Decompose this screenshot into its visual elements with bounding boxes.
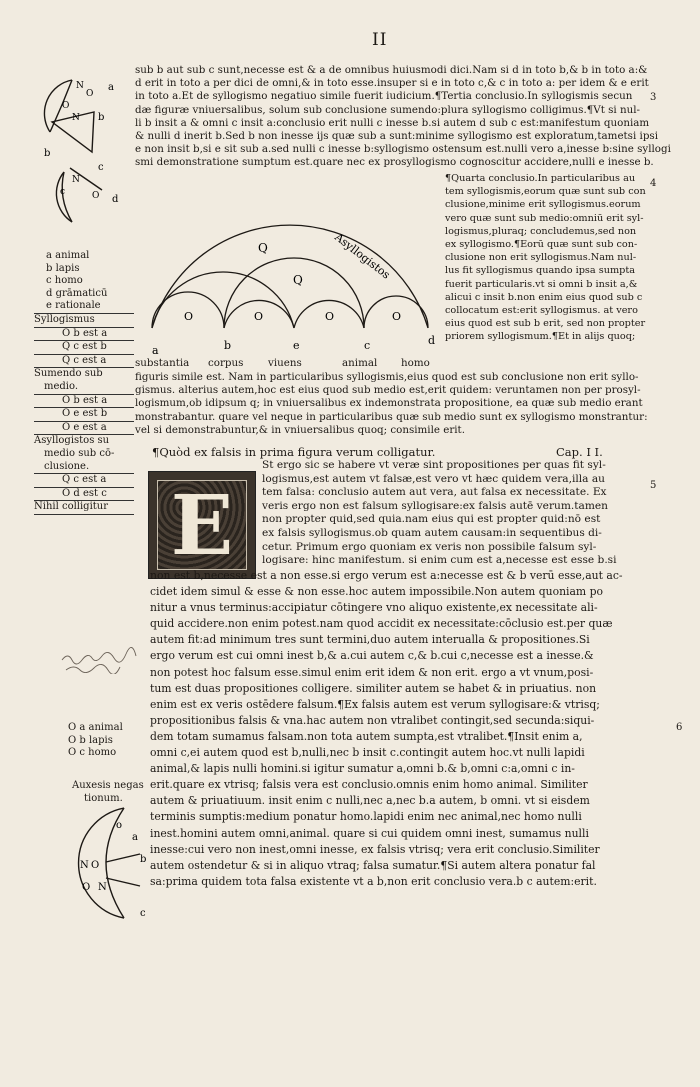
text-line: propositionibus falsis & vna.hac autem non vtralibet contingit,sed secunda:siqui- — [150, 713, 595, 727]
term-label: corpus — [208, 357, 244, 369]
text-line: clusione,minime erit syllogismus.eorum — [445, 199, 641, 211]
fig-label: b — [44, 148, 51, 159]
fig-label: N — [72, 175, 80, 185]
chapter-number: Cap. I I. — [556, 445, 603, 459]
fig-label: d — [112, 194, 119, 205]
term-line: O c homo — [68, 747, 117, 759]
term-line: a animal — [46, 250, 90, 261]
point-label: a — [152, 344, 159, 357]
term-label: homo — [401, 357, 430, 369]
proposition: Q c est b — [34, 341, 134, 355]
fig-label: o — [116, 820, 123, 831]
point-label: b — [224, 339, 232, 352]
text-line: non propter quid,sed quia.nam eius qui est propter quid:nō est — [262, 513, 601, 526]
text-line: terminis sumptis:medium ponatur homo.lapidi enim nec animal,nec homo nulli — [150, 810, 582, 824]
text-line: erit.quare ex vtrisq; falsis vera est conclusio.omnis enim homo animal. Similiter — [150, 778, 588, 792]
term-line: O b lapis — [68, 734, 113, 746]
syllogism-arc-diagram — [140, 172, 440, 372]
margin-figure-top — [32, 72, 132, 232]
text-line: inesse:cui vero non inest,omni inesse, ex falsis vtrisq; vera erit conclusio.Similiter — [150, 842, 600, 856]
text-line: cetur. Primum ergo quoniam ex veris non possibile falsum syl- — [262, 540, 597, 553]
proposition: Q c est a — [34, 474, 134, 488]
text-line: dem totam sumamus falsam.non tota autem sumpta,est vtralibet.¶Insit enim a, — [150, 729, 583, 743]
text-line: autem & priuatiuum. insit enim c nulli,nec a,nec b.a autem, b omni. vt si eisdem — [150, 794, 590, 808]
right-text-block — [445, 172, 646, 343]
arc-b-d — [224, 258, 364, 328]
text-line: in toto a.Et de syllogismo negatiuo simile fuerit iudicium.¶Tertia conclusio.In syllogismis secun — [135, 90, 633, 103]
term-label: animal — [342, 357, 378, 369]
region-label: O — [254, 310, 264, 323]
margin-note: clusione. — [34, 461, 134, 475]
point-label: c — [364, 339, 371, 352]
text-line: tem syllogismis,eorum quæ sunt sub con — [445, 186, 646, 198]
point-label: d — [428, 334, 436, 347]
fig-label: O — [62, 101, 70, 111]
text-line: non est b,necesse est a non esse.si ergo verum est a:necesse est & b verū esse,aut ac- — [150, 569, 623, 582]
text-line: li b insit a & omni c insit a:conclusio erit nulli c inesse b.si autem d sub c est:manifestum quoniam — [135, 116, 650, 129]
chapter-heading: ¶Quòd ex falsis in prima figura verum colligatur. — [152, 445, 436, 459]
term-line: O a animal — [68, 722, 123, 733]
connector-line — [106, 854, 140, 862]
term-line: e rationale — [34, 300, 134, 314]
text-line: monstrabantur. quare vel neque in particularibus quæ sub medio sunt ex syllogismo monstrantur: — [135, 410, 648, 423]
text-line: alicui c insit b.non enim eius quod sub c — [445, 291, 643, 303]
text-line: logismus,est autem vt falsæ,est vero vt hæc quidem vera,illa au — [262, 472, 605, 485]
margin-note: Asyllogistos su — [34, 435, 110, 447]
text-line: omni c,ei autem quod est b,nulli,nec b insit c.contingit autem hoc.vt nulli lapidi — [150, 746, 585, 760]
margin-heading: Syllogismus — [34, 314, 134, 328]
margin-terms-2 — [68, 722, 123, 760]
text-line: eius quod est sub b erit, sed non propter — [445, 318, 646, 330]
text-line: cidet idem simul & esse & non esse.hoc autem impossibile.Non autem quoniam po — [150, 585, 603, 599]
text-line: quid accidere.non enim potest.nam quod accidit ex necessitate:cōclusio est.per quæ — [150, 617, 613, 631]
connector-line — [106, 878, 140, 886]
text-line: ergo verum est cui omni inest b,& a.cui autem c,& b.cui c,necesse est a inesse.& — [150, 649, 594, 663]
text-line: veris ergo non est falsum syllogisare:ex falsis autē verum.tamen — [262, 499, 608, 512]
text-line: vero quæ sunt sub medio:omniū erit syl- — [445, 212, 644, 224]
fig-label: N — [98, 882, 107, 893]
point-label: e — [293, 339, 300, 352]
section-number: 4 — [650, 178, 657, 189]
text-line: animal,& lapis nulli homini.si igitur sumatur a,omni b.& b,omni c:a,omni c in- — [150, 762, 575, 776]
text-line: clusione non erit syllogismus.Nam nul- — [445, 252, 637, 264]
text-line: sa:prima quidem tota falsa existente vt a b,non erit conclusio vera.b c autem:erit. — [150, 874, 597, 888]
handwritten-note — [58, 646, 148, 674]
diagram-term-labels — [135, 357, 445, 370]
region-label: O — [325, 310, 335, 323]
text-line: & nulli d inerit b.Sed b non inesse ijs quæ sub a sunt:minime syllogismo est exploratum,tametsi ipsi — [135, 129, 658, 142]
text-line: gismus. alterius autem,hoc est eius quod sub medio est,erit quidem: veruntamen non per prosyl- — [135, 384, 641, 397]
fig-label: c — [60, 187, 66, 197]
margin-figure-bottom — [58, 806, 150, 922]
text-line: lus fit syllogismus quando ipsa sumpta — [445, 265, 636, 277]
text-line: collocatum est:erit syllogismus. at vero — [445, 304, 638, 316]
term-line: c homo — [46, 275, 83, 287]
region-label: Q — [293, 273, 303, 287]
term-label: viuens — [268, 357, 302, 369]
text-line: fuerit particularis.vt si omni b insit a,& — [445, 278, 638, 290]
margin-note: medio. — [34, 381, 134, 395]
text-line: ex falsis syllogismus.ob quam autem causam:in sequentibus di- — [262, 526, 602, 539]
decorated-initial — [148, 471, 256, 579]
text-line: logismus,pluraq; concludemus,sed non — [445, 225, 637, 237]
margin-note: medio sub cō- — [44, 447, 115, 459]
text-line: sub b aut sub c sunt,necesse est & a de omnibus huiusmodi dici.Nam si d in toto b,& b in toto a:& — [135, 64, 648, 76]
arc-label: Asyllogistos — [332, 230, 393, 282]
text-line: priorem syllogismum.¶Et in alijs quoq; — [445, 331, 636, 343]
proposition: O b est a — [34, 328, 134, 342]
proposition: O e est a — [34, 422, 134, 436]
term-line: b lapis — [46, 262, 80, 274]
mid-text-block — [135, 371, 648, 437]
text-line: logisare: hinc manifestum. si enim cum est a,necesse est esse b.si — [262, 554, 617, 567]
proposition: O d est c — [34, 488, 134, 502]
text-line: ex syllogismo.¶Eorū quæ sunt sub con- — [445, 238, 638, 250]
main-text-indented — [262, 459, 617, 568]
fig-label: N — [80, 860, 89, 871]
text-line: figuris simile est. Nam in particularibus syllogismis,eius quod est sub conclusione non erit syllo- — [135, 371, 639, 383]
fig-label: b — [98, 112, 105, 123]
text-line: logismum,ob idipsum q; in vniuersalibus ex indemonstrata propositione, ea quæ sub medio erant — [135, 397, 643, 410]
fig-label: O — [82, 882, 91, 893]
proposition: O b est a — [34, 395, 134, 409]
section-number: 6 — [676, 722, 683, 733]
margin-note: Sumendo sub — [34, 368, 103, 380]
margin-note: Auxesis negas — [72, 780, 144, 791]
text-line: e non insit b,si e sit sub a.sed nulli c inesse b:syllogismo ostensum est.nulli vero a,inesse b:sine syllogi — [135, 143, 671, 156]
region-label: O — [184, 310, 194, 323]
fig-label: O — [91, 860, 100, 871]
fig-label: O — [86, 89, 94, 99]
fig-label: a — [132, 832, 138, 843]
folio-number: II — [372, 30, 388, 50]
text-line: dæ figuræ vniuersalibus, solum sub conclusione sumendo:plura syllogismo colligimus.¶Vt si nul- — [135, 103, 641, 116]
term-label: substantia — [135, 357, 190, 369]
text-line: ¶Quarta conclusio.In particularibus au — [445, 173, 636, 184]
text-line: autem fit:ad minimum tres sunt termini,duo autem interualla & propositiones.Si — [150, 633, 590, 647]
text-line: tum est duas propositiones colligere. similiter autem se habet & in priuatius. non — [150, 681, 597, 695]
margin-conclusion: Nihil colligitur — [34, 501, 134, 515]
fig-label: c — [98, 162, 104, 173]
initial-letter: E — [170, 478, 234, 574]
term-line: d grāmaticū — [46, 287, 108, 299]
fig-label: b — [140, 854, 147, 865]
fig-label: N — [76, 81, 84, 91]
margin-note: tionum. — [84, 792, 123, 804]
fig-label: O — [92, 191, 100, 201]
region-label: O — [392, 310, 402, 323]
text-line: nitur a vnus terminus:accipiatur cōtingere vno aliquo existente,ex necessitate ali- — [150, 601, 598, 615]
fig-label: a — [108, 82, 114, 93]
main-text-block — [150, 568, 623, 890]
text-line: enim est ex veris ostēdere falsum.¶Ex falsis autem est verum syllogisare:& vtrisq; — [150, 697, 600, 711]
text-line: d erit in toto a per dici de omni,& in toto esse.insuper si e in toto c,& c in toto a: per idem & e erit — [135, 77, 649, 90]
text-line: inest.homini autem omni,animal. quare si cui quidem omni inest, sumamus nulli — [150, 826, 589, 840]
crescent-arc — [56, 172, 72, 222]
proposition: Q c est a — [34, 355, 134, 369]
text-line: St ergo sic se habere vt veræ sint propositiones per quas fit syl- — [262, 459, 606, 471]
text-line: autem ostendetur & si in aliquo vtraq; falsa sumatur.¶Si autem altera ponatur fal — [150, 858, 596, 872]
text-line: smi demonstratione sumptum est.quare nec ex prosyllogismo cognoscitur accidere,nulli e inesse b. — [135, 156, 654, 169]
text-line: non potest hoc falsum esse.simul enim erit idem & non erit. ergo a vt vnum,posi- — [150, 665, 594, 679]
section-number: 5 — [650, 480, 657, 491]
fig-label: c — [140, 908, 146, 919]
fig-label: N — [72, 113, 80, 123]
text-line: vel si demonstrabuntur,& in vniuersalibus quoq; consimile erit. — [135, 423, 465, 436]
margin-terms — [34, 250, 134, 515]
region-label: Q — [258, 241, 268, 255]
section-number: 3 — [650, 92, 657, 103]
auxesis-note — [72, 780, 144, 805]
proposition: O e est b — [34, 408, 134, 422]
text-line: tem falsa: conclusio autem aut vera, aut falsa ex necessitate. Ex — [262, 486, 607, 499]
top-text-block — [135, 64, 671, 170]
